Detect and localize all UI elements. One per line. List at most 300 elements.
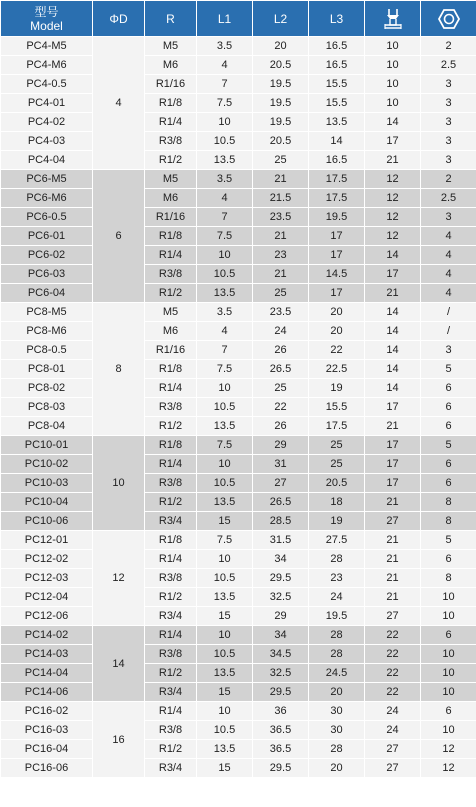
- cell-r: R1/4: [145, 246, 197, 265]
- cell-hex: 4: [421, 284, 476, 303]
- table-row: [1, 189, 476, 208]
- cell-r: R1/2: [145, 417, 197, 436]
- cell-l2: 36.5: [253, 740, 309, 759]
- cell-l3: 24: [309, 588, 365, 607]
- cell-hex: 2.5: [421, 56, 476, 75]
- cell-l1: 13.5: [197, 151, 253, 170]
- cell-od: 4: [93, 37, 145, 170]
- cell-hex: 10: [421, 588, 476, 607]
- cell-hex: 3: [421, 341, 476, 360]
- cell-l2: 26: [253, 341, 309, 360]
- cell-l3: 20.5: [309, 474, 365, 493]
- cell-r: R1/2: [145, 493, 197, 512]
- cell-model: PC10-06: [1, 512, 93, 531]
- cell-l2: 19.5: [253, 94, 309, 113]
- cell-hex: 6: [421, 417, 476, 436]
- cell-r: R3/4: [145, 607, 197, 626]
- table-row: [1, 398, 476, 417]
- cell-clearance: 17: [365, 398, 421, 417]
- cell-r: M5: [145, 303, 197, 322]
- cell-l3: 28: [309, 626, 365, 645]
- cell-l2: 20: [253, 37, 309, 56]
- cell-clearance: 10: [365, 94, 421, 113]
- table-row: [1, 759, 476, 778]
- cell-hex: /: [421, 303, 476, 322]
- cell-l1: 10.5: [197, 265, 253, 284]
- cell-hex: 6: [421, 379, 476, 398]
- table-row: [1, 493, 476, 512]
- cell-l2: 21.5: [253, 189, 309, 208]
- cell-hex: 3: [421, 208, 476, 227]
- cell-l2: 25: [253, 379, 309, 398]
- cell-l2: 20.5: [253, 56, 309, 75]
- cell-model: PC12-01: [1, 531, 93, 550]
- cell-model: PC12-03: [1, 569, 93, 588]
- cell-r: R1/8: [145, 94, 197, 113]
- cell-model: PC10-04: [1, 493, 93, 512]
- cell-l2: 29.5: [253, 683, 309, 702]
- cell-clearance: 10: [365, 75, 421, 94]
- cell-l2: 23.5: [253, 303, 309, 322]
- cell-l1: 10.5: [197, 721, 253, 740]
- cell-l1: 13.5: [197, 493, 253, 512]
- cell-r: R1/4: [145, 702, 197, 721]
- table-row: [1, 550, 476, 569]
- cell-clearance: 22: [365, 626, 421, 645]
- cell-l1: 7.5: [197, 360, 253, 379]
- cell-od: 12: [93, 531, 145, 626]
- cell-r: R3/8: [145, 721, 197, 740]
- cell-l3: 16.5: [309, 56, 365, 75]
- cell-r: R3/8: [145, 398, 197, 417]
- cell-model: PC12-06: [1, 607, 93, 626]
- cell-l1: 10: [197, 550, 253, 569]
- table-row: [1, 170, 476, 189]
- cell-l1: 7: [197, 75, 253, 94]
- cell-model: PC16-06: [1, 759, 93, 778]
- table-row: [1, 512, 476, 531]
- cell-l1: 13.5: [197, 417, 253, 436]
- cell-l3: 22.5: [309, 360, 365, 379]
- cell-clearance: 14: [365, 379, 421, 398]
- cell-l2: 23: [253, 246, 309, 265]
- cell-model: PC8-M6: [1, 322, 93, 341]
- cell-hex: 12: [421, 759, 476, 778]
- cell-hex: 3: [421, 94, 476, 113]
- cell-l2: 27: [253, 474, 309, 493]
- cell-l3: 28: [309, 550, 365, 569]
- cell-l1: 15: [197, 607, 253, 626]
- cell-model: PC6-01: [1, 227, 93, 246]
- cell-clearance: 21: [365, 151, 421, 170]
- cell-l1: 3.5: [197, 303, 253, 322]
- cell-l2: 29: [253, 607, 309, 626]
- cell-r: R1/8: [145, 360, 197, 379]
- cell-l1: 7.5: [197, 436, 253, 455]
- cell-l3: 20: [309, 303, 365, 322]
- cell-model: PC12-02: [1, 550, 93, 569]
- cell-hex: 10: [421, 607, 476, 626]
- cell-model: PC14-03: [1, 645, 93, 664]
- cell-clearance: 10: [365, 37, 421, 56]
- cell-l3: 24.5: [309, 664, 365, 683]
- cell-l3: 25: [309, 436, 365, 455]
- cell-model: PC4-01: [1, 94, 93, 113]
- cell-hex: 6: [421, 398, 476, 417]
- cell-l1: 7: [197, 341, 253, 360]
- table-row: [1, 360, 476, 379]
- cell-r: R1/4: [145, 455, 197, 474]
- cell-r: R3/4: [145, 512, 197, 531]
- table-row: [1, 740, 476, 759]
- cell-l1: 10: [197, 455, 253, 474]
- cell-hex: 4: [421, 265, 476, 284]
- cell-clearance: 21: [365, 493, 421, 512]
- table-row: [1, 455, 476, 474]
- cell-l3: 17: [309, 246, 365, 265]
- cell-l2: 32.5: [253, 664, 309, 683]
- cell-l1: 10.5: [197, 398, 253, 417]
- cell-model: PC4-04: [1, 151, 93, 170]
- cell-l1: 10: [197, 113, 253, 132]
- cell-l2: 24: [253, 322, 309, 341]
- cell-l3: 13.5: [309, 113, 365, 132]
- cell-l2: 28.5: [253, 512, 309, 531]
- cell-l2: 36: [253, 702, 309, 721]
- cell-od: 16: [93, 702, 145, 778]
- table-row: [1, 37, 476, 56]
- cell-l3: 17: [309, 284, 365, 303]
- cell-l2: 26.5: [253, 360, 309, 379]
- cell-r: R1/16: [145, 208, 197, 227]
- cell-hex: 8: [421, 512, 476, 531]
- header-model-cn: 型号: [34, 4, 59, 19]
- cell-hex: 5: [421, 436, 476, 455]
- cell-r: R1/2: [145, 284, 197, 303]
- cell-model: PC10-02: [1, 455, 93, 474]
- cell-hex: 5: [421, 531, 476, 550]
- cell-l2: 20.5: [253, 132, 309, 151]
- cell-model: PC12-04: [1, 588, 93, 607]
- table-body: [1, 37, 476, 778]
- cell-l3: 20: [309, 322, 365, 341]
- header-model: [1, 1, 93, 37]
- cell-clearance: 22: [365, 664, 421, 683]
- table-row: [1, 341, 476, 360]
- cell-l1: 3.5: [197, 170, 253, 189]
- cell-l3: 16.5: [309, 151, 365, 170]
- cell-r: R1/2: [145, 740, 197, 759]
- cell-clearance: 21: [365, 417, 421, 436]
- table-row: [1, 474, 476, 493]
- cell-l2: 19.5: [253, 113, 309, 132]
- cell-l3: 14: [309, 132, 365, 151]
- cell-clearance: 14: [365, 322, 421, 341]
- cell-hex: 3: [421, 75, 476, 94]
- cell-hex: 2.5: [421, 189, 476, 208]
- cell-clearance: 14: [365, 303, 421, 322]
- cell-l1: 4: [197, 322, 253, 341]
- cell-hex: 3: [421, 151, 476, 170]
- cell-hex: 10: [421, 721, 476, 740]
- cell-clearance: 21: [365, 550, 421, 569]
- cell-hex: 2: [421, 170, 476, 189]
- table-row: [1, 664, 476, 683]
- cell-hex: 5: [421, 360, 476, 379]
- table-row: [1, 588, 476, 607]
- cell-model: PC8-0.5: [1, 341, 93, 360]
- cell-l1: 7.5: [197, 227, 253, 246]
- cell-r: R1/16: [145, 75, 197, 94]
- cell-l1: 7.5: [197, 94, 253, 113]
- table-row: [1, 56, 476, 75]
- cell-hex: 8: [421, 493, 476, 512]
- cell-model: PC8-03: [1, 398, 93, 417]
- cell-hex: 12: [421, 740, 476, 759]
- cell-model: PC14-04: [1, 664, 93, 683]
- cell-clearance: 21: [365, 531, 421, 550]
- cell-l3: 28: [309, 740, 365, 759]
- table-row: [1, 645, 476, 664]
- cell-l1: 13.5: [197, 284, 253, 303]
- cell-r: R1/4: [145, 626, 197, 645]
- cell-model: PC6-03: [1, 265, 93, 284]
- cell-od: 6: [93, 170, 145, 303]
- cell-clearance: 22: [365, 683, 421, 702]
- cell-l2: 29: [253, 436, 309, 455]
- cell-l1: 15: [197, 512, 253, 531]
- table-row: [1, 132, 476, 151]
- cell-l2: 23.5: [253, 208, 309, 227]
- cell-clearance: 14: [365, 341, 421, 360]
- cell-l2: 31: [253, 455, 309, 474]
- cell-hex: 6: [421, 626, 476, 645]
- cell-r: R1/8: [145, 436, 197, 455]
- header-od: ΦD: [93, 1, 145, 37]
- cell-l2: 26: [253, 417, 309, 436]
- table-row: [1, 113, 476, 132]
- cell-r: M6: [145, 56, 197, 75]
- cell-r: R1/8: [145, 227, 197, 246]
- cell-model: PC4-02: [1, 113, 93, 132]
- table-row: [1, 75, 476, 94]
- cell-model: PC16-02: [1, 702, 93, 721]
- cell-model: PC8-01: [1, 360, 93, 379]
- cell-l3: 16.5: [309, 37, 365, 56]
- header-r: R: [145, 1, 197, 37]
- cell-model: PC8-M5: [1, 303, 93, 322]
- cell-l3: 18: [309, 493, 365, 512]
- cell-l3: 15.5: [309, 94, 365, 113]
- cell-hex: 4: [421, 246, 476, 265]
- cell-l1: 7.5: [197, 531, 253, 550]
- cell-hex: 3: [421, 113, 476, 132]
- cell-clearance: 27: [365, 512, 421, 531]
- cell-hex: 4: [421, 227, 476, 246]
- table-row: [1, 607, 476, 626]
- cell-l2: 29.5: [253, 569, 309, 588]
- cell-l2: 21: [253, 170, 309, 189]
- cell-l1: 7: [197, 208, 253, 227]
- cell-clearance: 27: [365, 759, 421, 778]
- cell-l3: 19.5: [309, 607, 365, 626]
- cell-clearance: 17: [365, 265, 421, 284]
- cell-l3: 19: [309, 379, 365, 398]
- table-row: [1, 151, 476, 170]
- cell-model: PC6-02: [1, 246, 93, 265]
- cell-l2: 34: [253, 550, 309, 569]
- cell-l3: 15.5: [309, 398, 365, 417]
- cell-od: 8: [93, 303, 145, 436]
- table-row: [1, 436, 476, 455]
- header-clearance: [365, 1, 421, 37]
- cell-l3: 20: [309, 759, 365, 778]
- cell-l1: 4: [197, 189, 253, 208]
- cell-clearance: 17: [365, 132, 421, 151]
- table-row: [1, 417, 476, 436]
- cell-l3: 30: [309, 702, 365, 721]
- table-row: [1, 569, 476, 588]
- cell-l3: 22: [309, 341, 365, 360]
- cell-hex: 2: [421, 37, 476, 56]
- cell-clearance: 17: [365, 455, 421, 474]
- table-row: [1, 683, 476, 702]
- cell-l2: 25: [253, 284, 309, 303]
- cell-l3: 17: [309, 227, 365, 246]
- cell-l2: 21: [253, 227, 309, 246]
- cell-model: PC4-03: [1, 132, 93, 151]
- cell-r: R1/2: [145, 664, 197, 683]
- cell-l1: 3.5: [197, 37, 253, 56]
- cell-r: M6: [145, 189, 197, 208]
- cell-r: R1/4: [145, 550, 197, 569]
- cell-hex: 10: [421, 664, 476, 683]
- cell-clearance: 12: [365, 227, 421, 246]
- table-row: [1, 721, 476, 740]
- cell-r: R1/16: [145, 341, 197, 360]
- cell-l3: 15.5: [309, 75, 365, 94]
- header-row: [1, 1, 476, 37]
- cell-r: R3/4: [145, 759, 197, 778]
- cell-r: R1/2: [145, 588, 197, 607]
- cell-r: R3/8: [145, 569, 197, 588]
- cell-l2: 21: [253, 265, 309, 284]
- cell-l1: 13.5: [197, 588, 253, 607]
- cell-l2: 22: [253, 398, 309, 417]
- cell-r: R1/2: [145, 151, 197, 170]
- cell-model: PC6-M6: [1, 189, 93, 208]
- cell-l1: 13.5: [197, 664, 253, 683]
- cell-l1: 10: [197, 702, 253, 721]
- cell-hex: 6: [421, 455, 476, 474]
- cell-model: PC8-02: [1, 379, 93, 398]
- cell-l3: 25: [309, 455, 365, 474]
- cell-r: M5: [145, 37, 197, 56]
- cell-l1: 10.5: [197, 645, 253, 664]
- cell-model: PC4-M5: [1, 37, 93, 56]
- cell-l1: 10.5: [197, 569, 253, 588]
- table-row: [1, 94, 476, 113]
- header-model-en: Model: [30, 18, 63, 33]
- cell-model: PC10-03: [1, 474, 93, 493]
- cell-l2: 25: [253, 151, 309, 170]
- table-header: [1, 1, 476, 37]
- cell-clearance: 12: [365, 208, 421, 227]
- cell-hex: 10: [421, 645, 476, 664]
- table-row: [1, 284, 476, 303]
- cell-clearance: 12: [365, 189, 421, 208]
- cell-l3: 23: [309, 569, 365, 588]
- cell-r: R3/8: [145, 132, 197, 151]
- cell-model: PC4-M6: [1, 56, 93, 75]
- cell-model: PC16-04: [1, 740, 93, 759]
- cell-clearance: 14: [365, 360, 421, 379]
- cell-clearance: 24: [365, 702, 421, 721]
- table-row: [1, 303, 476, 322]
- cell-l1: 10: [197, 379, 253, 398]
- cell-l2: 29.5: [253, 759, 309, 778]
- cell-clearance: 14: [365, 246, 421, 265]
- cell-l2: 34: [253, 626, 309, 645]
- cell-l3: 17.5: [309, 189, 365, 208]
- cell-l1: 15: [197, 683, 253, 702]
- cell-clearance: 24: [365, 721, 421, 740]
- cell-clearance: 17: [365, 474, 421, 493]
- cell-clearance: 14: [365, 113, 421, 132]
- cell-model: PC6-0.5: [1, 208, 93, 227]
- cell-l2: 34.5: [253, 645, 309, 664]
- table-row: [1, 208, 476, 227]
- cell-l3: 17.5: [309, 417, 365, 436]
- cell-model: PC4-0.5: [1, 75, 93, 94]
- header-hex: [421, 1, 476, 37]
- cell-l1: 10.5: [197, 132, 253, 151]
- table-row: [1, 626, 476, 645]
- cell-model: PC8-04: [1, 417, 93, 436]
- table-row: [1, 246, 476, 265]
- cell-l2: 19.5: [253, 75, 309, 94]
- cell-l1: 10: [197, 246, 253, 265]
- cell-clearance: 17: [365, 436, 421, 455]
- cell-r: R3/8: [145, 474, 197, 493]
- cell-model: PC16-03: [1, 721, 93, 740]
- cell-l1: 4: [197, 56, 253, 75]
- cell-clearance: 10: [365, 56, 421, 75]
- cell-model: PC6-04: [1, 284, 93, 303]
- cell-l3: 27.5: [309, 531, 365, 550]
- cell-l1: 13.5: [197, 740, 253, 759]
- table-row: [1, 379, 476, 398]
- cell-clearance: 27: [365, 607, 421, 626]
- cell-hex: /: [421, 322, 476, 341]
- hex-wrench-icon: [437, 8, 461, 30]
- table-row: [1, 265, 476, 284]
- table-row: [1, 702, 476, 721]
- cell-r: R1/4: [145, 379, 197, 398]
- table-row: [1, 322, 476, 341]
- cell-l3: 17.5: [309, 170, 365, 189]
- cell-clearance: 22: [365, 645, 421, 664]
- cell-hex: 6: [421, 550, 476, 569]
- cell-l3: 19: [309, 512, 365, 531]
- cell-r: R3/8: [145, 645, 197, 664]
- cell-hex: 8: [421, 569, 476, 588]
- table-row: [1, 531, 476, 550]
- cell-l1: 10: [197, 626, 253, 645]
- cell-l1: 15: [197, 759, 253, 778]
- cell-hex: 10: [421, 683, 476, 702]
- cell-od: 14: [93, 626, 145, 702]
